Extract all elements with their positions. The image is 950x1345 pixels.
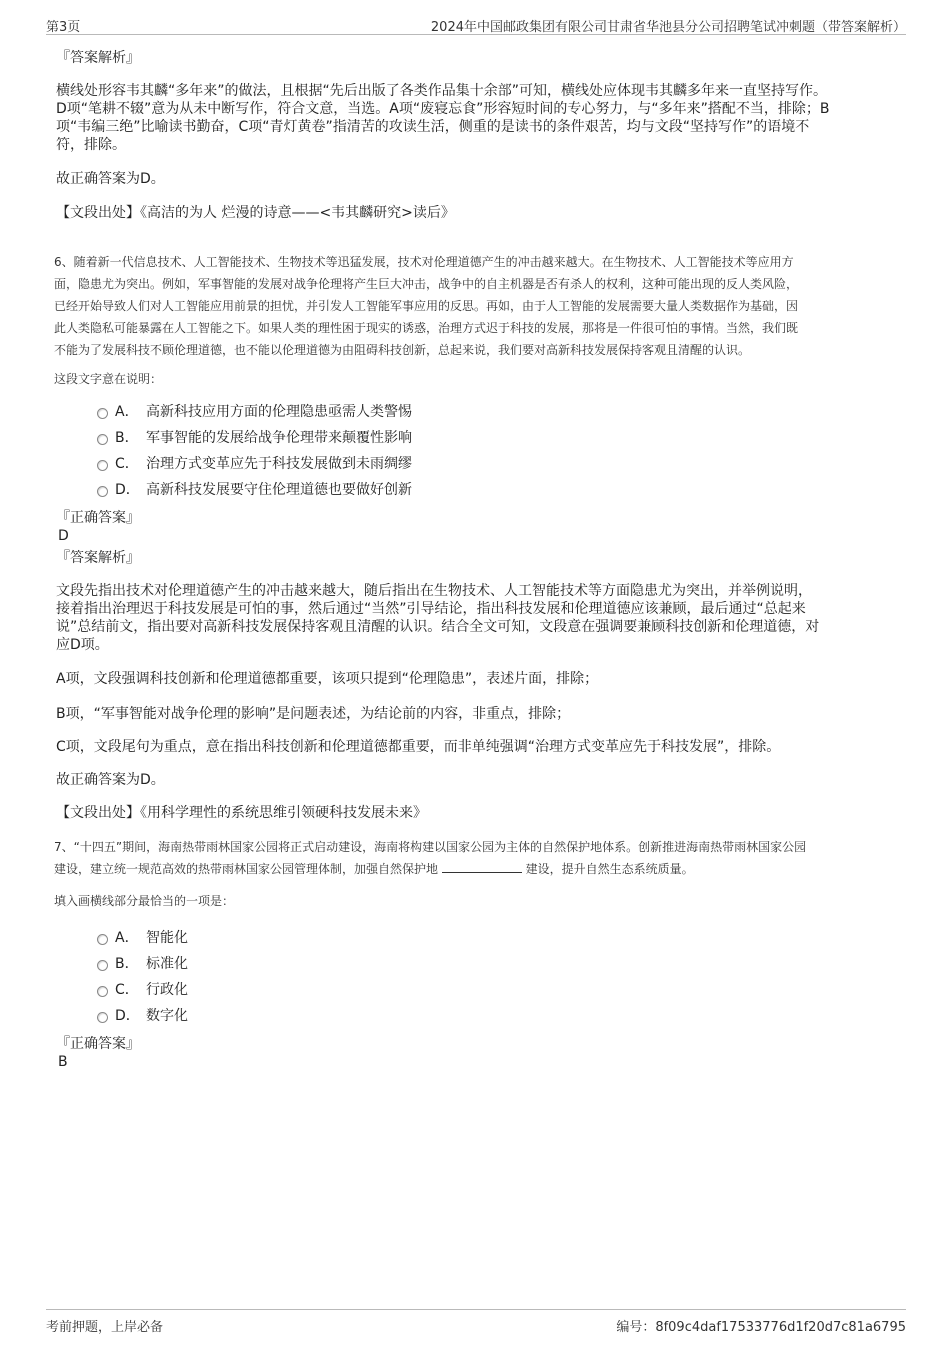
q6-stem-line: 面，隐患尤为突出。例如，军事智能的发展对战争伦理将产生巨大冲击，战争中的自主机器是否有杀人的权利，这种可能出现的反人类风险， <box>54 277 799 291</box>
q6-analysis-line: 应D项。 <box>56 637 109 653</box>
q6-option-a[interactable] <box>56 399 656 425</box>
q7-answer-label: 『正确答案』 <box>56 1036 140 1052</box>
option-text: 智能化 <box>146 930 188 946</box>
q6-conclusion: 故正确答案为D。 <box>56 772 165 788</box>
option-text: 行政化 <box>146 982 188 998</box>
q6-option-d[interactable] <box>56 477 656 503</box>
option-text: 高新科技应用方面的伦理隐患亟需人类警惕 <box>146 404 412 420</box>
fill-blank <box>442 860 522 873</box>
q5-source: 【文段出处】《高洁的为人 烂漫的诗意——<韦其麟研究>读后》 <box>56 205 455 221</box>
document-code: 编号：8f09c4daf17533776d1f20d7c81a6795 <box>616 1320 906 1335</box>
document-title: 2024年中国邮政集团有限公司甘肃省华池县分公司招聘笔试冲刺题（带答案解析） <box>430 20 906 35</box>
option-letter: A． <box>115 404 139 420</box>
q7-stem-after: 建设，提升自然生态系统质量。 <box>525 862 694 876</box>
q7-stem <box>54 836 899 880</box>
q6-source: 【文段出处】《用科学理性的系统思维引领硬科技发展未来》 <box>56 805 427 821</box>
q5-analysis-line: 符，排除。 <box>56 137 126 153</box>
option-letter: A． <box>115 930 139 946</box>
radio-icon[interactable] <box>97 486 108 497</box>
q5-analysis <box>56 82 896 154</box>
q5-analysis-line: 项“韦编三绝”比喻读书勤奋，C项“青灯黄卷”指清苦的攻读生活，侧重的是读书的条件艰苦，均与文段“坚持写作”的语境不 <box>56 119 810 135</box>
q6-analysis-label: 『答案解析』 <box>56 550 140 566</box>
footer-slogan: 考前押题，上岸必备 <box>46 1320 164 1335</box>
q7-option-c[interactable] <box>56 977 656 1003</box>
q6-answer-label: 『正确答案』 <box>56 510 140 526</box>
radio-icon[interactable] <box>97 1012 108 1023</box>
radio-icon[interactable] <box>97 934 108 945</box>
q6-analysis <box>56 582 896 654</box>
option-letter: D． <box>115 482 140 498</box>
q7-stem-before: 建设，建立统一规范高效的热带雨林国家公园管理体制，加强自然保护地 <box>54 862 439 876</box>
option-text: 标准化 <box>146 956 188 972</box>
option-text: 军事智能的发展给战争伦理带来颠覆性影响 <box>146 430 412 446</box>
option-letter: D． <box>115 1008 140 1024</box>
q5-analysis-line: 横线处形容韦其麟“多年来”的做法，且根据“先后出版了各类作品集十余部”可知，横线处应体现韦其麟多年来一直坚持写作。 <box>56 83 828 99</box>
q6-option-b[interactable] <box>56 425 656 451</box>
q5-conclusion: 故正确答案为D。 <box>56 171 165 187</box>
option-letter: C． <box>115 456 139 472</box>
option-letter: B． <box>115 956 139 972</box>
q7-option-a[interactable] <box>56 925 656 951</box>
q7-answer: B <box>58 1054 68 1070</box>
q6-analysis-line: 文段先指出技术对伦理道德产生的冲击越来越大，随后指出在生物技术、人工智能技术等方面隐患尤为突出，并举例说明， <box>56 583 812 599</box>
option-letter: C． <box>115 982 139 998</box>
radio-icon[interactable] <box>97 960 108 971</box>
q7-option-b[interactable] <box>56 951 656 977</box>
q6-option-c[interactable] <box>56 451 656 477</box>
radio-icon[interactable] <box>97 986 108 997</box>
option-text: 数字化 <box>146 1008 188 1024</box>
q7-prompt: 填入画横线部分最恰当的一项是： <box>54 894 235 908</box>
q6-stem-line: 6、随着新一代信息技术、人工智能技术、生物技术等迅猛发展，技术对伦理道德产生的冲击越来越大。在生物技术、人工智能技术等应用方 <box>54 255 794 269</box>
q6-stem <box>54 251 899 361</box>
option-text: 治理方式变革应先于科技发展做到未雨绸缪 <box>146 456 412 472</box>
option-text: 高新科技发展要守住伦理道德也要做好创新 <box>146 482 412 498</box>
q6-explain-b: B项，“军事智能对战争伦理的影响”是问题表述，为结论前的内容，非重点，排除； <box>56 706 571 722</box>
q6-stem-line: 已经开始导致人们对人工智能应用前景的担忧，并引发人工智能军事应用的反思。再如，由于人工智能的发展需要大量人类数据作为基础，因 <box>54 299 799 313</box>
page-header <box>46 14 906 35</box>
q7-stem-line2 <box>54 858 899 880</box>
q5-analysis-label: 『答案解析』 <box>56 50 140 66</box>
page-number: 第3页 <box>46 20 81 35</box>
radio-icon[interactable] <box>97 434 108 445</box>
q7-stem-line1: 7、“十四五”期间，海南热带雨林国家公园将正式启动建设，海南将构建以国家公园为主体的自然保护地体系。创新推进海南热带雨林国家公园 <box>54 840 807 854</box>
q6-prompt: 这段文字意在说明： <box>54 372 163 386</box>
radio-icon[interactable] <box>97 460 108 471</box>
q6-analysis-line: 接着指出治理迟于科技发展是可怕的事，然后通过“当然”引导结论，指出科技发展和伦理道德应该兼顾，最后通过“总起来 <box>56 601 806 617</box>
q6-analysis-line: 说”总结前文，指出要对高新科技发展保持客观且清醒的认识。结合全文可知，文段意在强调要兼顾科技创新和伦理道德，对 <box>56 619 820 635</box>
q6-explain-c: C项，文段尾句为重点，意在指出科技创新和伦理道德都重要，而非单纯强调“治理方式变革应先于科技发展”，排除。 <box>56 739 781 755</box>
radio-icon[interactable] <box>97 408 108 419</box>
option-letter: B． <box>115 430 139 446</box>
q6-stem-line: 此人类隐私可能暴露在人工智能之下。如果人类的理性困于现实的诱惑，治理方式迟于科技的发展，那将是一件很可怕的事情。当然，我们既 <box>54 321 799 335</box>
q6-options <box>56 399 656 503</box>
q6-explain-a: A项，文段强调科技创新和伦理道德都重要，该项只提到“伦理隐患”，表述片面，排除； <box>56 671 599 687</box>
q5-analysis-line: D项“笔耕不辍”意为从未中断写作，符合文意，当选。A项“废寝忘食”形容短时间的专心努力，与“多年来”搭配不当，排除；B <box>56 101 830 117</box>
q6-answer: D <box>58 528 69 544</box>
page-footer <box>46 1309 906 1334</box>
q6-stem-line: 不能为了发展科技不顾伦理道德，也不能以伦理道德为由阻碍科技创新，总起来说，我们要对高新科技发展保持客观且清醒的认识。 <box>54 343 751 357</box>
q7-option-d[interactable] <box>56 1003 656 1029</box>
q7-options <box>56 925 656 1029</box>
